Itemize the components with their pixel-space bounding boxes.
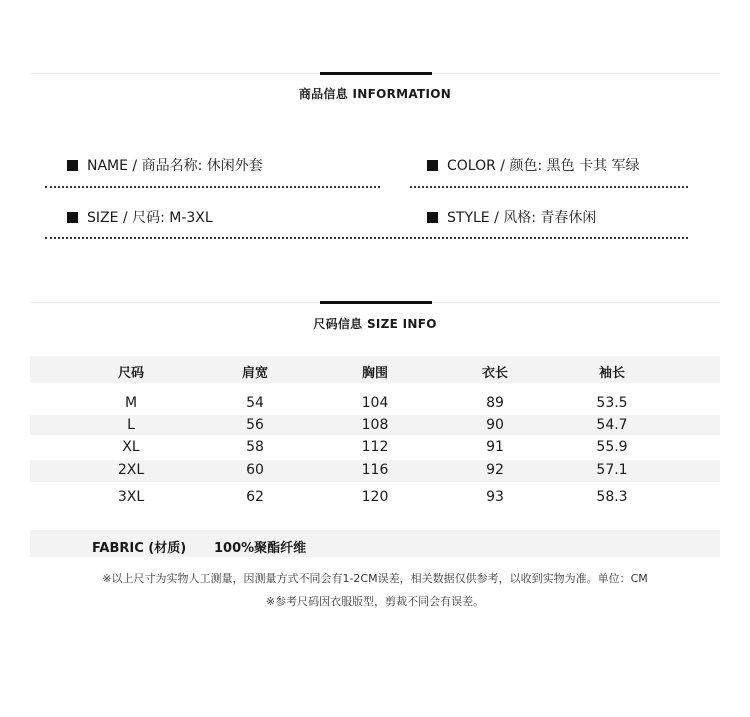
- cell-size: 2XL: [117, 462, 145, 478]
- bullet-square-icon: [67, 212, 78, 223]
- cell-chest: 104: [361, 395, 389, 411]
- fabric-value: 100%聚酯纤维: [214, 541, 307, 556]
- header-length: 衣长: [481, 366, 508, 381]
- cell-chest: 120: [361, 489, 389, 505]
- fabric-label: FABRIC (材质): [92, 541, 187, 556]
- cell-chest: 116: [361, 462, 389, 478]
- cell-sleeve: 53.5: [596, 395, 628, 411]
- information-title: 商品信息 INFORMATION: [298, 87, 452, 101]
- cell-size: 3XL: [117, 489, 145, 505]
- color-text: COLOR / 颜色: 黑色 卡其 军绿: [447, 158, 640, 174]
- header-chest: 胸围: [361, 366, 388, 381]
- name-text: NAME / 商品名称: 休闲外套: [87, 158, 263, 174]
- dotted-divider: [45, 186, 380, 188]
- cell-shoulder: 62: [246, 489, 264, 505]
- color-item: [427, 155, 640, 175]
- header-size: 尺码: [117, 366, 144, 381]
- section-accent-bar: [320, 301, 432, 304]
- bullet-square-icon: [427, 160, 438, 171]
- cell-size: XL: [122, 439, 140, 455]
- cell-sleeve: 58.3: [596, 489, 628, 505]
- size-text: SIZE / 尺码: M-3XL: [87, 210, 213, 226]
- dotted-divider: [410, 186, 688, 188]
- cell-shoulder: 58: [246, 439, 264, 455]
- cell-length: 90: [486, 417, 504, 433]
- style-item: [427, 207, 596, 227]
- cell-length: 93: [486, 489, 504, 505]
- header-shoulder: 肩宽: [241, 366, 268, 381]
- header-sleeve: 袖长: [598, 366, 625, 381]
- cell-shoulder: 56: [246, 417, 264, 433]
- size-item: [67, 207, 213, 227]
- cell-sleeve: 54.7: [596, 417, 628, 433]
- cell-sleeve: 57.1: [596, 462, 628, 478]
- size-info-title: 尺码信息 SIZE INFO: [313, 317, 437, 331]
- cell-sleeve: 55.9: [596, 439, 628, 455]
- cell-size: L: [127, 417, 135, 433]
- cell-shoulder: 54: [246, 395, 264, 411]
- cell-length: 89: [486, 395, 504, 411]
- cell-chest: 112: [361, 439, 389, 455]
- size-reference-note: ※参考尺码因衣服版型，剪裁不同会有误差。: [265, 595, 485, 608]
- cell-chest: 108: [361, 417, 389, 433]
- bullet-square-icon: [67, 160, 78, 171]
- cell-size: M: [124, 395, 138, 411]
- name-item: [67, 155, 263, 175]
- dotted-divider: [45, 237, 688, 239]
- measurement-note: ※以上尺寸为实物人工测量，因测量方式不同会有1-2CM误差，相关数据仅供参考，以收到实物为准。单位：CM: [102, 572, 648, 585]
- cell-shoulder: 60: [246, 462, 264, 478]
- cell-length: 91: [486, 439, 504, 455]
- section-accent-bar: [320, 72, 432, 75]
- bullet-square-icon: [427, 212, 438, 223]
- style-text: STYLE / 风格: 青春休闲: [447, 210, 597, 226]
- cell-length: 92: [486, 462, 504, 478]
